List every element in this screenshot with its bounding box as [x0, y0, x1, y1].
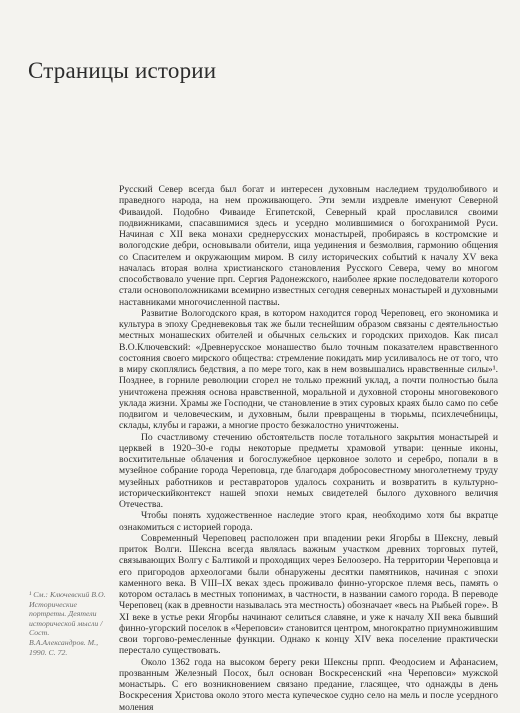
footnote-line: 1990. С. 72.	[29, 647, 68, 657]
body-paragraph: Чтобы понять художественное наследие этого края, необходимо хотя бы вкратце ознакомиться с историей города.	[119, 510, 498, 533]
body-paragraph: Современный Череповец расположен при впадении реки Ягорбы в Шексну, левый приток Волги. Шексна всегда являлась важным участком древних торговых путей, связывающих Волгу с Балтикой и проходящих через Белоозеро. На территории Череповца и его пригородов археологами были обнаружены десятки памятников, начиная с эпохи каменного века. В VIII–IX веках здесь проживало финно-угорское племя весь, память о котором осталась в местных топонимах, в частности, в названии самого города. В переводе Череповец (как в древности называлась эта местность) обозначает «весь на Рыбьей горе». В XI веке в устье реки Ягорбы начинают селиться славяне, и уже к началу XII века бывший финно-угорский поселок в «Череповси» становится центром, многократно приумножившим свои торгово-ремесленные функции. Однако к концу XIV века поселение практически перестало существовать.	[119, 532, 498, 657]
main-text-column	[119, 184, 498, 713]
footnote-line: Исторические портреты. Деятели исторической мысли / Сост.	[29, 599, 103, 638]
footnote-line: ¹ См.: Ключевский В.О.	[29, 590, 106, 599]
body-paragraph: Развитие Вологодского края, в котором находится город Череповец, его экономика и культура в эпоху Средневековья так же были теснейшим образом связаны с деятельностью местных монашеских обителей и обычных сельских и городских приходов. Как писал В.О.Ключевский: «Древнерусское монашество было точным показателем нравственного состояния своего мирского общества: стремление покидать мир усиливалось не от того, что в миру скоплялись бедствия, а по мере того, как в нем возвышались нравственные силы»¹. Позднее, в горниле революции сгорел не только прежний уклад, а почти полностью была уничтожена прежняя основа нравственной, моральной и духовной стороны многовекового уклада жизни. Храмы же Господни, че становление в этих суровых краях было само по себе подвигом и человеческим, и духовным, были превращены в тюрьмы, психлечебницы, склады, клубы и гаражи, а многие просто безжалостно уничтожены.	[119, 307, 498, 432]
body-paragraph: Русский Север всегда был богат и интересен духовным наследием трудолюбивого и праведного народа, на нем проживающего. Эти земли издревле именуют Северной Фиваидой. Подобно Фиваиде Египетской, Северный край прославился своими подвижниками, спасавшимися здесь и усердно молившимися о богохранимой Руси. Начиная с XII века монахи среднерусских монастырей, пробираясь в костромские и вологодские дебри, основывали обители, ища уединения и безмолвия, гармонию общения со Спасителем и окружающим миром. В силу исторических событий к началу XV века началась вторая волна христианского становления Русского Севера, чему во многом способствовало учение прп. Сергия Радонежского, наиболее яркие последователи которого стали основоположниками всемирно известных сегодня северных монастырей и духовными наставниками многочисленной паствы.	[119, 184, 498, 308]
body-paragraph: По счастливому стечению обстоятельств после тотального закрытия монастырей и церквей в 1920–30-е годы некоторые предметы храмовой утвари: ценные иконы, восхитительные облачения и богослужебное церковное золото и серебро, попали в в музейное собрание города Череповца, где благодаря добросовестному многолетнему труду музейных работников и реставраторов удалось сохранить и возвратить в культурно-историческийконтекст нашей эпохи немых свидетелей былого духовного величия Отечества.	[119, 431, 498, 510]
footnote-line: В.А.Александров. М.,	[29, 637, 99, 647]
body-paragraph: Около 1362 года на высоком берегу реки Шексны прпп. Феодосием и Афанасием, прозванным Железный Посох, был основан Воскресенский «на Череповси» мужской монастырь. С его возникновением связано предание, гласящее, что однажды в день Воскресения Христова около этого места купеческое судно село на мель и после усердного моления	[119, 656, 498, 713]
page-title: Страницы истории	[28, 58, 217, 83]
footnote-sidenote	[29, 590, 109, 657]
